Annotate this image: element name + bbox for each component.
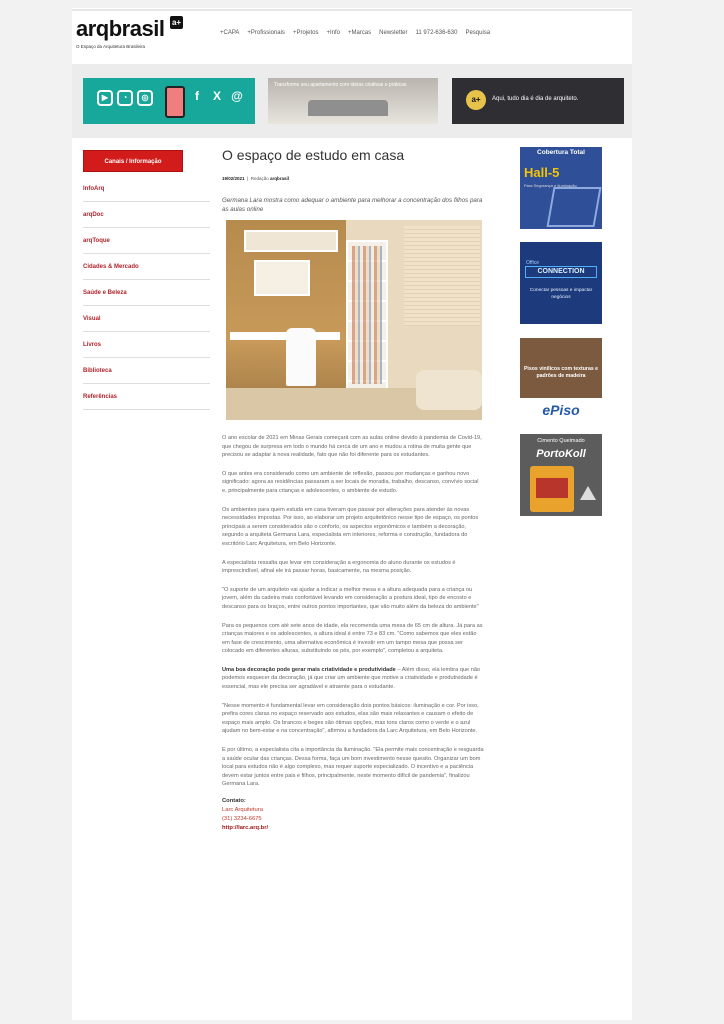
top-divider [72,9,632,11]
logo-badge: a+ [171,18,182,27]
ad-hall5-top: Cobertura Total [537,149,585,156]
facebook-icon: f [195,89,199,103]
photo-shelf [254,260,310,296]
sidebar [83,150,210,410]
sidebar-item-arqtoque[interactable]: arqToque [83,228,210,254]
nav-info[interactable]: +Info [326,30,340,36]
article [222,146,484,833]
nav-phone[interactable]: 11 972-636-630 [415,30,458,36]
ad4-title: PortoKoll [536,448,586,460]
sidebar-item-referencias[interactable]: Referências [83,384,210,410]
contact-block [222,797,484,833]
contact-label: Contato: [222,798,246,804]
threads-icon: @ [231,89,243,103]
nav-pesquisa[interactable]: Pesquisa [465,30,491,36]
nav-newsletter[interactable]: Newsletter [379,30,408,36]
sidebar-item-infoarq[interactable]: InfoArq [83,176,210,202]
whatsapp-icon: ◔ [117,90,133,106]
article-paragraph: A especialista ressalta que levar em consideração a ergonomia do aluno durante os estudos é imprescindível, afinal ele irá passar horas, basicamente, na mesma posição. [222,559,456,575]
social-icons [97,90,153,106]
logo-tagline: O Espaço da Arquitetura Brasileira [76,44,146,49]
structure-illustration [546,187,601,227]
sidebar-item-arqdoc[interactable]: arqDoc [83,202,210,228]
photo-chair [286,328,316,386]
article-meta: 19/02/2021 | Redação arqbrasil [222,176,289,181]
byline-author: arqbrasil [269,176,289,181]
site-logo[interactable] [76,16,186,58]
article-paragraph-bold: Uma boa decoração pode gerar mais criatividade e produtividade – Além disso, ela lembra que não podemos esquecer da decoração, já que criar um ambiente que motive a criatividade e produtividade é essencial, mas ele precisa ser agradável e atraente para o estudante. [222,666,481,691]
contact-name: Larc Arquitetura [222,807,263,813]
brand-triangle-icon [580,486,596,500]
ad-arquiteto[interactable] [452,78,624,124]
ad-social[interactable] [83,78,255,124]
ad-episo-logo[interactable] [520,398,602,422]
instagram-icon: ◎ [137,90,153,106]
article-paragraph: Os ambientes para quem estuda em casa tiveram que passar por alterações para atender às novas necessidades impostas. Por isso, ao elaborar um projeto arquitetônico nesse tipo de espaço, os pontos principais a serem considerados são o conforto, os aspectos ergonômicos e também a decoração, segundo a arquiteta Germana Lara, especialista em interiores, reforma e construção, fundadora do escritório Larc Arquitetura, em Belo Horizonte. [222,506,479,547]
article-body [222,434,484,789]
ad-hall5[interactable] [520,147,602,229]
ad-hall5-title: Hall-5 [524,165,560,180]
ad2-small: Office [526,260,539,266]
ad3-text: Pisos vinílicos com texturas e padrões de madeira [523,366,599,379]
photo-bookcase [346,240,388,390]
article-paragraph: "Nesse momento é fundamental levar em consideração dois pontos básicos: iluminação e cor. Por isso, prefira cores claras no espaço reservado aos estudos, elas são mais relaxantes e causam o efeito de espaço mais amplo. Os brancos e beges são ótimas opções, mas tons claros como o verde e o azul ajudam no bem-estar e na concentração", afirmou a fundadora da Larc Arquitetura, em Belo Horizonte. [222,702,479,735]
paint-can-icon [530,466,574,512]
sidebar-heading[interactable]: Canais / Informação [83,150,183,172]
sidebar-item-cidades[interactable]: Cidades & Mercado [83,254,210,280]
ad-interior[interactable] [268,78,438,124]
social-icons-2 [189,90,245,106]
article-paragraph: O ano escolar de 2021 em Minas Gerais começará com as aulas online devido à pandemia de Covid-19, que chegou de surpresa em todo o mundo há cerca de um ano e mudou a rotina de muita gente que precisou se adaptar à nova realidade, fato que não foi diferente para os estudantes. [222,435,482,459]
logo-text: arqbrasil [76,16,165,41]
photo-blind [404,226,480,326]
episo-logo: ePiso [542,402,580,418]
ad2-title: CONNECTION [525,266,597,278]
phone-illustration [165,86,185,118]
nav-capa[interactable]: +CAPA [220,30,240,36]
article-title: O espaço de estudo em casa [222,147,405,163]
ad-portokoll[interactable] [520,434,602,516]
x-icon: X [212,89,221,103]
article-paragraph: E por último, a especialista cita a importância da iluminação. "Ela permite mais concentração e resguarda a saúde ocular das crianças. Dessa forma, faça um bom investimento nesse quesito. Organizar um bom local para estudos não é algo complexo, mas requer suporte especializado. O incentivo e a paciência devem estar juntos entre pais e filhos, principalmente, neste momento difícil de pandemia", finalizou Germana Lara. [222,747,484,788]
article-paragraph: "O suporte de um arquiteto vai ajudar a indicar a melhor mesa e a altura adequada para a criança ou jovem, além da cadeira mais confortável levando em consideração a postura ideal, tipo de encosto e descanso para os braços, entre outros pontos importantes, que vão muito além da beleza do ambiente" [222,586,479,610]
sidebar-item-livros[interactable]: Livros [83,332,210,358]
ad4-top: Cimento Queimado [537,438,585,444]
article-paragraph: O que antes era considerado como um ambiente de reflexão, passou por mudanças e ganhou novo significado: agora as residências passaram a ser locais de moradia, trabalho, descanso, convívio social e, principalmente para crianças e adolescentes, o ambiente de estudo. [222,470,479,494]
ad-hall5-sub: Para Segurança e Iluminação [524,183,577,188]
nav-profissionais[interactable]: +Profissionais [247,30,285,36]
article-date: 19/02/2021 [222,176,245,181]
article-paragraph: Para os pequenos com até sete anos de idade, ela recomenda uma mesa de 65 cm de altura. Já para as crianças maiores e os adolescentes, a altura ideal é entre 73 e 83 cm. "Como sabemos que eles estão em fase de crescimento, uma alternativa econômica é investir em um tampo mesa que possa ser colocado em diferentes alturas, substituindo os pés, por exemplo", completou a arquiteta. [222,622,483,655]
article-photo [226,220,482,420]
sofa-illustration [308,100,388,116]
sidebar-item-visual[interactable]: Visual [83,306,210,332]
top-nav [220,30,490,36]
youtube-icon: ▶ [97,90,113,106]
article-lead: Germana Lara mostra como adequar o ambiente para melhorar a concentração dos filhos para as aulas online [222,197,483,213]
photo-sofa [416,370,482,410]
ad-badge: a+ [466,90,486,110]
sidebar-item-saude[interactable]: Saúde e Beleza [83,280,210,306]
nav-marcas[interactable]: +Marcas [347,30,372,36]
ad-office-connection[interactable] [520,242,602,324]
ad2-text: Conectar pessoas e impactar negócios [529,288,593,300]
contact-url-link[interactable]: http://larc.arq.br/ [222,825,269,831]
photo-shelf-top [244,230,338,252]
photo-desk [230,332,340,340]
ad-pisos[interactable] [520,338,602,398]
ad-arquiteto-text: Aqui, tudo dia é dia de arquiteto. [492,96,579,102]
bold-lead-in: Uma boa decoração pode gerar mais criatividade e produtividade [222,666,396,673]
ad-interior-text: Transforme seu apartamento com ideias criativas e práticas [274,82,407,88]
byline-label: Redação [250,176,269,181]
sidebar-item-biblioteca[interactable]: Biblioteca [83,358,210,384]
contact-phone: (31) 3234-6675 [222,816,262,822]
nav-projetos[interactable]: +Projetos [292,30,319,36]
